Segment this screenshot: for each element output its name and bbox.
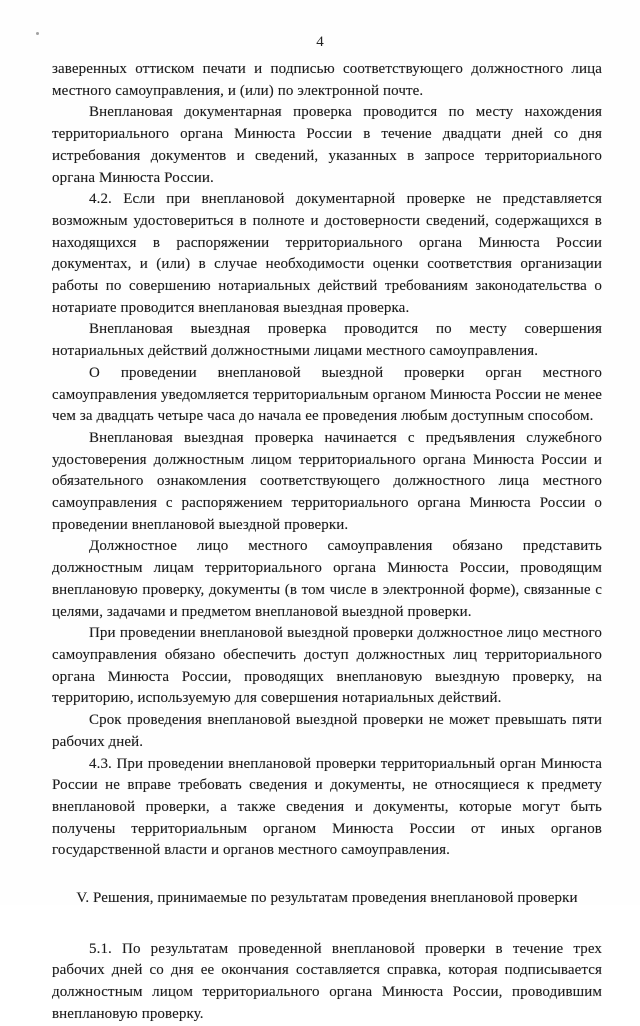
section-heading-v: V. Решения, принимаемые по результатам проведения внеплановой проверки bbox=[76, 890, 578, 907]
paragraph: Должностное лицо местного самоуправления обязано представить должностным лицам территориального органа Минюста России, проводящим внеплановую проверку, документы (в том числе в электронной форме), связанные с целями, задачами и предметом внеплановой выездной проверки. bbox=[52, 538, 602, 620]
paragraph-continuation: заверенных оттиском печати и подписью соответствующего должностного лица местного самоуправления, и (или) по электронной почте. bbox=[52, 61, 602, 99]
document-body bbox=[52, 59, 602, 1026]
paragraph-4-2: 4.2. Если при внеплановой документарной проверке не представляется возможным удостовериться в полноте и достоверности сведений, содержащихся в находящихся в распоряжении территориального органа Минюста России документах, и (или) в случае необходимости оценки соответствия организации работы по совершению нотариальных действий требованиям законодательства о нотариате проводится внеплановая выездная проверка. bbox=[52, 191, 602, 316]
paragraph: О проведении внеплановой выездной проверки орган местного самоуправления уведомляется территориальным органом Минюста России не менее чем за двадцать четыре часа до начала ее проведения любым доступным способом. bbox=[52, 364, 602, 425]
paragraph: Внеплановая документарная проверка проводится по месту нахождения территориального органа Минюста России в течение двадцати дней со дня истребования документов и сведений, указанных в запросе территориального органа Минюста России. bbox=[52, 104, 602, 186]
paragraph-5-1: 5.1. По результатам проведенной внеплановой проверки в течение трех рабочих дней со дня ее окончания составляется справка, которая подписывается должностным лицом территориального органа Минюста России, проводившим внеплановую проверку. bbox=[52, 940, 602, 1022]
paragraph: При проведении внеплановой выездной проверки должностное лицо местного самоуправления обязано обеспечить доступ должностных лиц территориального органа Минюста России, проводящих внеплановую выездную проверку, на территорию, используемую для совершения нотариальных действий. bbox=[52, 625, 602, 707]
page-number: 4 bbox=[316, 34, 324, 50]
paragraph: Срок проведения внеплановой выездной проверки не может превышать пяти рабочих дней. bbox=[52, 712, 602, 750]
paragraph: Внеплановая выездная проверка проводится по месту совершения нотариальных действий должностными лицами местного самоуправления. bbox=[52, 321, 602, 360]
paragraph-4-3: 4.3. При проведении внеплановой проверки территориальный орган Минюста России не вправе требовать сведения и документы, не относящиеся к предмету внеплановой проверки, а также сведения и документы, которые могут быть получены территориальным органом Минюста России от иных органов государственной власти и органов местного самоуправления. bbox=[52, 755, 602, 859]
paragraph: Внеплановая выездная проверка начинается с предъявления служебного удостоверения должностным лицом территориального органа Минюста России и обязательного ознакомления соответствующего должностного лица местного самоуправления с распоряжением территориального органа Минюста России о проведении внеплановой выездной проверки. bbox=[52, 429, 602, 533]
